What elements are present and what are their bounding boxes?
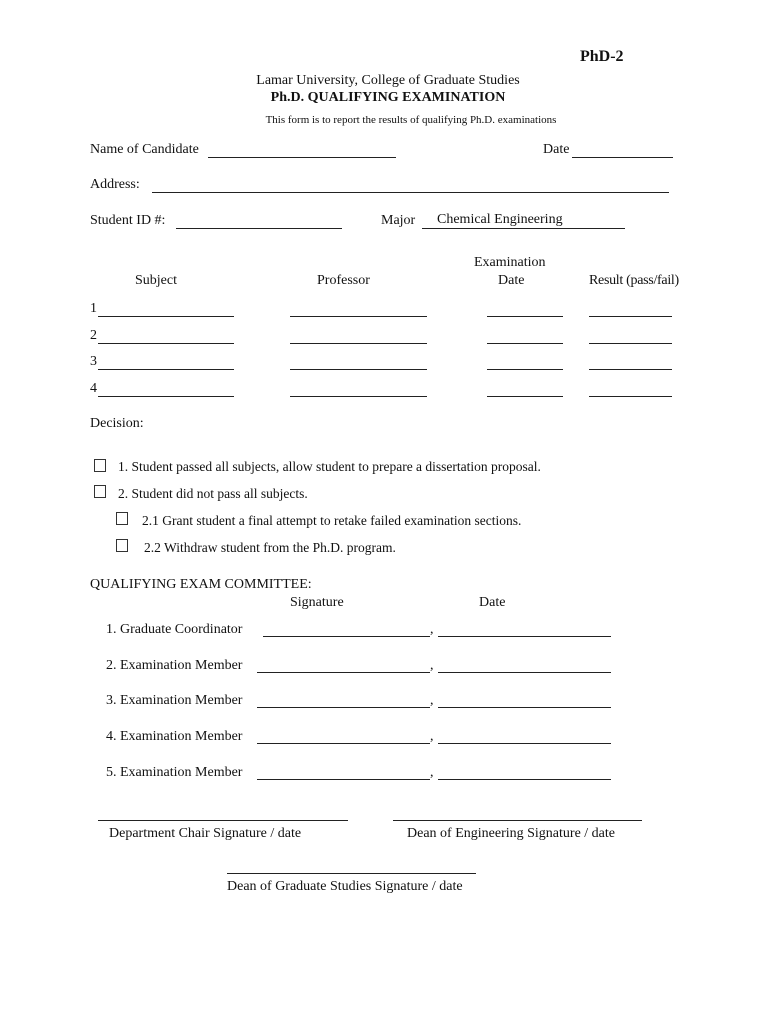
row-number-3: 3	[90, 354, 97, 369]
decision-option-2: 2. Student did not pass all subjects.	[118, 486, 308, 501]
address-field-line[interactable]	[152, 192, 669, 193]
date-line-5[interactable]	[438, 779, 611, 780]
decision-checkbox-1[interactable]	[94, 459, 106, 472]
subject-header: Subject	[135, 273, 177, 288]
result-line-1[interactable]	[589, 316, 672, 317]
dean-graduate-label: Dean of Graduate Studies Signature / date	[227, 879, 463, 894]
decision-label: Decision:	[90, 416, 144, 431]
member-label-2: 2. Examination Member	[106, 658, 243, 673]
subject-line-4[interactable]	[98, 396, 234, 397]
date-line-2[interactable]	[438, 672, 611, 673]
exam-date-header-line1: Examination	[474, 255, 546, 270]
decision-option-2-2: 2.2 Withdraw student from the Ph.D. program.	[144, 540, 396, 555]
major-label: Major	[381, 213, 416, 228]
row-number-1: 1	[90, 301, 97, 316]
signature-header: Signature	[290, 595, 344, 610]
committee-date-header: Date	[479, 595, 506, 610]
row-number-4: 4	[90, 381, 97, 396]
address-label: Address:	[90, 177, 140, 192]
professor-line-1[interactable]	[290, 316, 427, 317]
comma-4: ,	[430, 729, 434, 744]
major-value: Chemical Engineering	[437, 212, 563, 227]
dean-graduate-signature-line[interactable]	[227, 873, 476, 874]
signature-line-5[interactable]	[257, 779, 430, 780]
form-code: PhD-2	[580, 48, 624, 65]
decision-option-2-1: 2.1 Grant student a final attempt to retake failed examination sections.	[142, 513, 522, 528]
decision-option-1: 1. Student passed all subjects, allow student to prepare a dissertation proposal.	[118, 459, 541, 474]
professor-line-4[interactable]	[290, 396, 427, 397]
exam-date-line-3[interactable]	[487, 369, 563, 370]
comma-2: ,	[430, 658, 434, 673]
decision-checkbox-2[interactable]	[94, 485, 106, 498]
professor-line-3[interactable]	[290, 369, 427, 370]
member-label-3: 3. Examination Member	[106, 693, 243, 708]
result-header: Result (pass/fail)	[589, 273, 679, 288]
comma-3: ,	[430, 693, 434, 708]
subject-line-3[interactable]	[98, 369, 234, 370]
exam-date-line-2[interactable]	[487, 343, 563, 344]
signature-line-4[interactable]	[257, 743, 430, 744]
date-line-1[interactable]	[438, 636, 611, 637]
comma-5: ,	[430, 765, 434, 780]
decision-checkbox-2-2[interactable]	[116, 539, 128, 552]
result-line-3[interactable]	[589, 369, 672, 370]
date-line-4[interactable]	[438, 743, 611, 744]
dean-engineering-label: Dean of Engineering Signature / date	[407, 826, 615, 841]
date-field-line[interactable]	[572, 157, 673, 158]
member-label-4: 4. Examination Member	[106, 729, 243, 744]
member-label-5: 5. Examination Member	[106, 765, 243, 780]
dept-chair-label: Department Chair Signature / date	[109, 826, 302, 841]
exam-date-header-line2: Date	[498, 273, 525, 288]
subject-line-1[interactable]	[98, 316, 234, 317]
signature-line-1[interactable]	[263, 636, 430, 637]
university-name: Lamar University, College of Graduate Studies	[256, 73, 520, 88]
committee-heading: QUALIFYING EXAM COMMITTEE:	[90, 577, 312, 592]
major-field-line[interactable]	[422, 228, 625, 229]
dept-chair-signature-line[interactable]	[98, 820, 348, 821]
comma-1: ,	[430, 622, 434, 637]
name-field-line[interactable]	[208, 157, 396, 158]
result-line-4[interactable]	[589, 396, 672, 397]
signature-line-2[interactable]	[257, 672, 430, 673]
student-id-label: Student ID #:	[90, 213, 166, 228]
form-title: Ph.D. QUALIFYING EXAMINATION	[270, 90, 506, 105]
date-line-3[interactable]	[438, 707, 611, 708]
exam-date-line-4[interactable]	[487, 396, 563, 397]
decision-checkbox-2-1[interactable]	[116, 512, 128, 525]
signature-line-3[interactable]	[257, 707, 430, 708]
professor-header: Professor	[317, 273, 370, 288]
exam-date-line-1[interactable]	[487, 316, 563, 317]
dean-engineering-signature-line[interactable]	[393, 820, 642, 821]
form-purpose: This form is to report the results of qualifying Ph.D. examinations	[265, 114, 557, 126]
student-id-field-line[interactable]	[176, 228, 342, 229]
result-line-2[interactable]	[589, 343, 672, 344]
subject-line-2[interactable]	[98, 343, 234, 344]
date-label: Date	[543, 142, 570, 157]
professor-line-2[interactable]	[290, 343, 427, 344]
row-number-2: 2	[90, 328, 97, 343]
name-label: Name of Candidate	[90, 142, 199, 157]
member-label-1: 1. Graduate Coordinator	[106, 622, 243, 637]
